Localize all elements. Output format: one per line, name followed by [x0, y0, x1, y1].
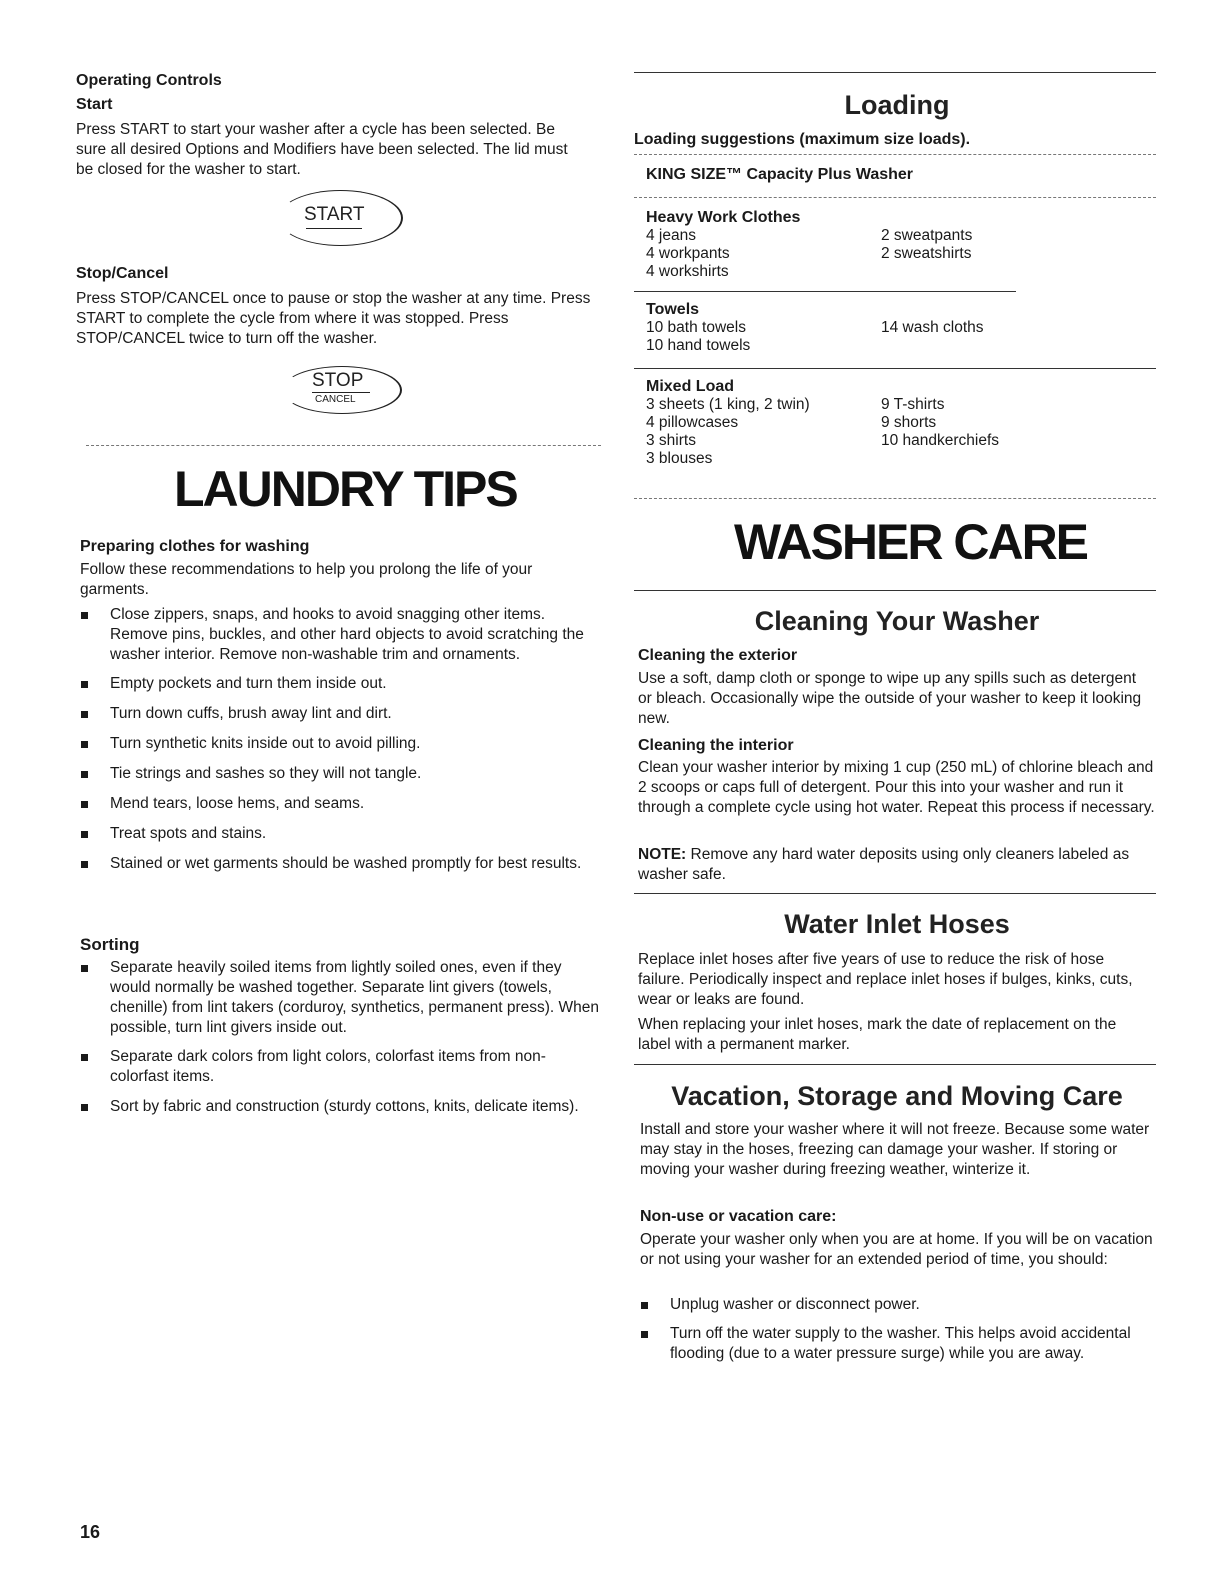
sorting-heading: Sorting: [80, 935, 140, 954]
rule: [634, 1064, 1156, 1065]
preparing-intro: Follow these recommendations to help you prolong the life of your garments.: [80, 561, 533, 598]
nonuse-text: Operate your washer only when you are at home. If you will be on vacation or not using your washer for an extended period of time, you should:: [640, 1231, 1153, 1268]
rule: [634, 368, 1156, 369]
loading-title: Loading: [844, 90, 950, 120]
load-item: 4 pillowcases: [646, 414, 739, 431]
list-item: Mend tears, loose hems, and seams.: [76, 794, 601, 814]
laundry-tips-title: LAUNDRY TIPS: [174, 461, 517, 517]
start-button-label: START: [304, 204, 365, 225]
loading-table: [646, 209, 1156, 474]
list-item: Empty pockets and turn them inside out.: [76, 674, 601, 694]
interior-heading: Cleaning the interior: [638, 737, 794, 754]
load-item: 9 shorts: [881, 414, 937, 431]
list-item: Close zippers, snaps, and hooks to avoid snagging other items. Remove pins, buckles, and other hard objects to avoid scratching the washer interior. Remove non-washable trim and ornaments.: [76, 605, 601, 665]
list-item: Treat spots and stains.: [76, 824, 601, 844]
rule: [634, 291, 1016, 292]
rule: [634, 498, 1156, 499]
stop-button: [282, 366, 402, 414]
nonuse-list: [636, 1295, 1158, 1364]
list-item: Turn down cuffs, brush away lint and dirt.: [76, 704, 601, 724]
load-item: 10 bath towels: [646, 319, 746, 336]
stop-button-label: STOP: [312, 370, 364, 391]
vacation-title: Vacation, Storage and Moving Care: [671, 1081, 1123, 1111]
load-item: 4 jeans: [646, 227, 696, 244]
load-item: 3 blouses: [646, 450, 713, 467]
washer-care-title: WASHER CARE: [734, 514, 1088, 570]
hoses-text-2: When replacing your inlet hoses, mark the date of replacement on the label with a permanent marker.: [638, 1016, 1117, 1053]
start-button: [278, 190, 403, 246]
note-text: [638, 845, 1153, 885]
load-item: 14 wash cloths: [881, 319, 984, 336]
table-row: [646, 209, 1156, 291]
note-label: NOTE:: [638, 846, 687, 863]
group-name: Mixed Load: [646, 378, 735, 395]
list-item: Tie strings and sashes so they will not tangle.: [76, 764, 601, 784]
sorting-list: [76, 958, 601, 1117]
stop-divider: [312, 392, 370, 393]
cleaning-washer-title: Cleaning Your Washer: [754, 606, 1040, 636]
stop-cancel-text: Press STOP/CANCEL once to pause or stop the washer at any time. Press START to complete the cycle from where it was stopped. Press STOP/CANCEL twice to turn off the washer.: [76, 290, 591, 347]
start-underline: [306, 228, 362, 229]
list-item: Separate dark colors from light colors, colorfast items from non-colorfast items.: [76, 1047, 601, 1087]
preparing-list: [76, 605, 601, 874]
load-item: 10 handkerchiefs: [881, 432, 1000, 449]
load-item: 4 workshirts: [646, 263, 729, 280]
list-item: Turn synthetic knits inside out to avoid pilling.: [76, 734, 601, 754]
capacity-heading: KING SIZE™ Capacity Plus Washer: [646, 166, 914, 183]
table-row: [646, 301, 1156, 368]
interior-text: Clean your washer interior by mixing 1 cup (250 mL) of chlorine bleach and 2 scoops or caps full of detergent. Pour this into your washer and run it through a complete cycle using hot water. Repeat this process if necessary.: [638, 759, 1155, 816]
stop-button-sublabel: CANCEL: [315, 394, 356, 405]
page-number: 16: [80, 1522, 101, 1542]
section-divider: [86, 445, 601, 446]
loading-suggestions-heading: Loading suggestions (maximum size loads).: [634, 131, 971, 148]
exterior-text: Use a soft, damp cloth or sponge to wipe up any spills such as detergent or bleach. Occasionally wipe the outside of your washer to keep it looking new.: [638, 670, 1142, 727]
group-name: Towels: [646, 301, 700, 318]
list-item: Unplug washer or disconnect power.: [636, 1295, 1158, 1315]
top-rule: [634, 72, 1156, 73]
vacation-text: Install and store your washer where it will not freeze. Because some water may stay in the hoses, freezing can damage your washer. If storing or moving your washer during freezing weather, winterize it.: [640, 1121, 1150, 1178]
load-item: 2 sweatpants: [881, 227, 973, 244]
nonuse-heading: Non-use or vacation care:: [640, 1208, 837, 1225]
note-body: Remove any hard water deposits using only cleaners labeled as washer safe.: [638, 846, 1130, 883]
group-name: Heavy Work Clothes: [646, 209, 801, 226]
start-heading: Start: [76, 96, 113, 113]
stop-cancel-heading: Stop/Cancel: [76, 265, 169, 282]
rule: [634, 154, 1156, 155]
operating-controls-heading: Operating Controls: [76, 72, 222, 89]
load-item: 2 sweatshirts: [881, 245, 972, 262]
rule: [634, 590, 1156, 591]
load-item: 9 T-shirts: [881, 396, 945, 413]
start-text: Press START to start your washer after a cycle has been selected. Be sure all desired Options and Modifiers have been selected. The lid must be closed for the washer to start.: [76, 121, 568, 178]
list-item: Sort by fabric and construction (sturdy cottons, knits, delicate items).: [76, 1097, 601, 1117]
load-item: 3 shirts: [646, 432, 696, 449]
list-item: Separate heavily soiled items from lightly soiled ones, even if they would normally be washed together. Separate lint givers (towels, chenille) from lint takers (corduroy, synthetics, permanent press). When possible, turn lint givers inside out.: [76, 958, 601, 1038]
load-item: 4 workpants: [646, 245, 730, 262]
preparing-heading: Preparing clothes for washing: [80, 538, 310, 555]
load-item: 10 hand towels: [646, 337, 751, 354]
table-row: [646, 378, 1156, 474]
rule: [634, 893, 1156, 894]
list-item: Stained or wet garments should be washed promptly for best results.: [76, 854, 601, 874]
rule: [634, 197, 1156, 198]
inlet-hoses-title: Water Inlet Hoses: [784, 909, 1010, 939]
list-item: Turn off the water supply to the washer. This helps avoid accidental flooding (due to a water pressure surge) while you are away.: [636, 1324, 1158, 1364]
hoses-text-1: Replace inlet hoses after five years of use to reduce the risk of hose failure. Periodically inspect and replace inlet hoses if bulges, kinks, cuts, wear or leaks are found.: [638, 951, 1133, 1008]
load-item: 3 sheets (1 king, 2 twin): [646, 396, 810, 413]
exterior-heading: Cleaning the exterior: [638, 647, 798, 664]
